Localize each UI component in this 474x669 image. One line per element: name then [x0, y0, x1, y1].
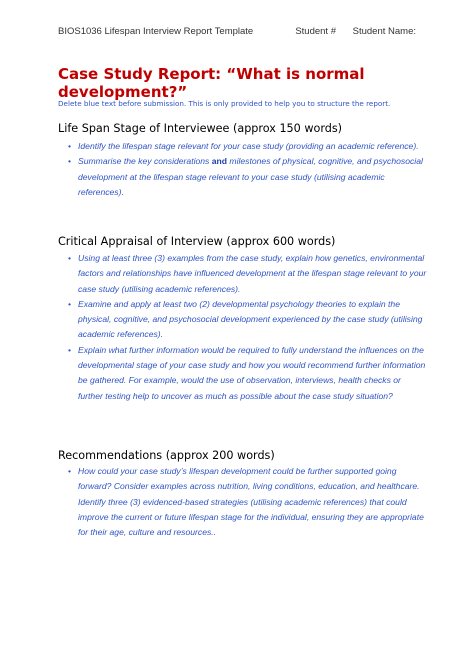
page-header [58, 26, 416, 40]
bullet-icon: • [68, 298, 72, 309]
bullet-icon: • [68, 156, 72, 167]
list-item [58, 139, 428, 154]
bullet-list [58, 251, 428, 404]
section-critical-appraisal [58, 235, 428, 404]
bullet-text: Identify the lifespan stage relevant for your case study (providing an academic reference). [78, 141, 419, 151]
bullet-text: How could your case study’s lifespan development could be further supported going forward? Consider examples across nutrition, living conditions, education, and healthcare. Identify three (3) evidenced-based strategies (utilising academic references) that could improve the current or future lifespan stage for the individual, ensuring they are appropriate for their age, culture and resources.. [78, 466, 424, 538]
section-heading: Life Span Stage of Interviewee (approx 150 words) [58, 122, 343, 135]
bullet-text: Using at least three (3) examples from the case study, explain how genetics, environmental factors and relationships have influenced development at the lifespan stage relevant to your case study (utilising academic references). [78, 253, 427, 294]
bullet-text: Examine and apply at least two (2) developmental psychology theories to explain the physical, cognitive, and psychosocial development experienced by the case study (utilising academic references). [78, 298, 423, 340]
report-title: Case Study Report: “What is normal development?” [58, 65, 365, 101]
bullet-list [58, 139, 428, 200]
bullet-icon: • [68, 253, 72, 263]
bullet-text: Explain what further information would be required to fully understand the influences on the developmental stage of your case study and how you would recommend further information be gathered. For example, would the use of observation, interviews, health checks or further testing help to uncover as much as possible about the case study situation? [78, 344, 426, 401]
section-lifespan-stage [58, 122, 428, 200]
header-course-title: BIOS1036 Lifespan Interview Report Template [58, 26, 254, 37]
bullet-icon: • [68, 344, 72, 355]
list-item [58, 154, 428, 200]
bullet-list [58, 464, 428, 540]
section-recommendations [58, 449, 428, 540]
bullet-icon: • [68, 466, 72, 476]
list-item [58, 297, 428, 343]
header-student-number: Student # [295, 26, 336, 37]
section-heading: Critical Appraisal of Interview (approx 600 words) [58, 235, 336, 248]
bullet-icon: • [68, 141, 72, 151]
list-item [58, 251, 428, 297]
list-item [58, 343, 428, 404]
section-heading: Recommendations (approx 200 words) [58, 449, 275, 462]
list-item [58, 464, 428, 540]
header-student-fields [281, 26, 416, 37]
header-student-name: Student Name: [352, 26, 416, 37]
delete-instruction-note: Delete blue text before submission. This is only provided to help you to structure the report. [58, 99, 391, 108]
bullet-text: Summarise the key considerations and milestones of physical, cognitive, and psychosocial development at the lifespan stage relevant to your case study (utilising academic references). [78, 156, 423, 197]
